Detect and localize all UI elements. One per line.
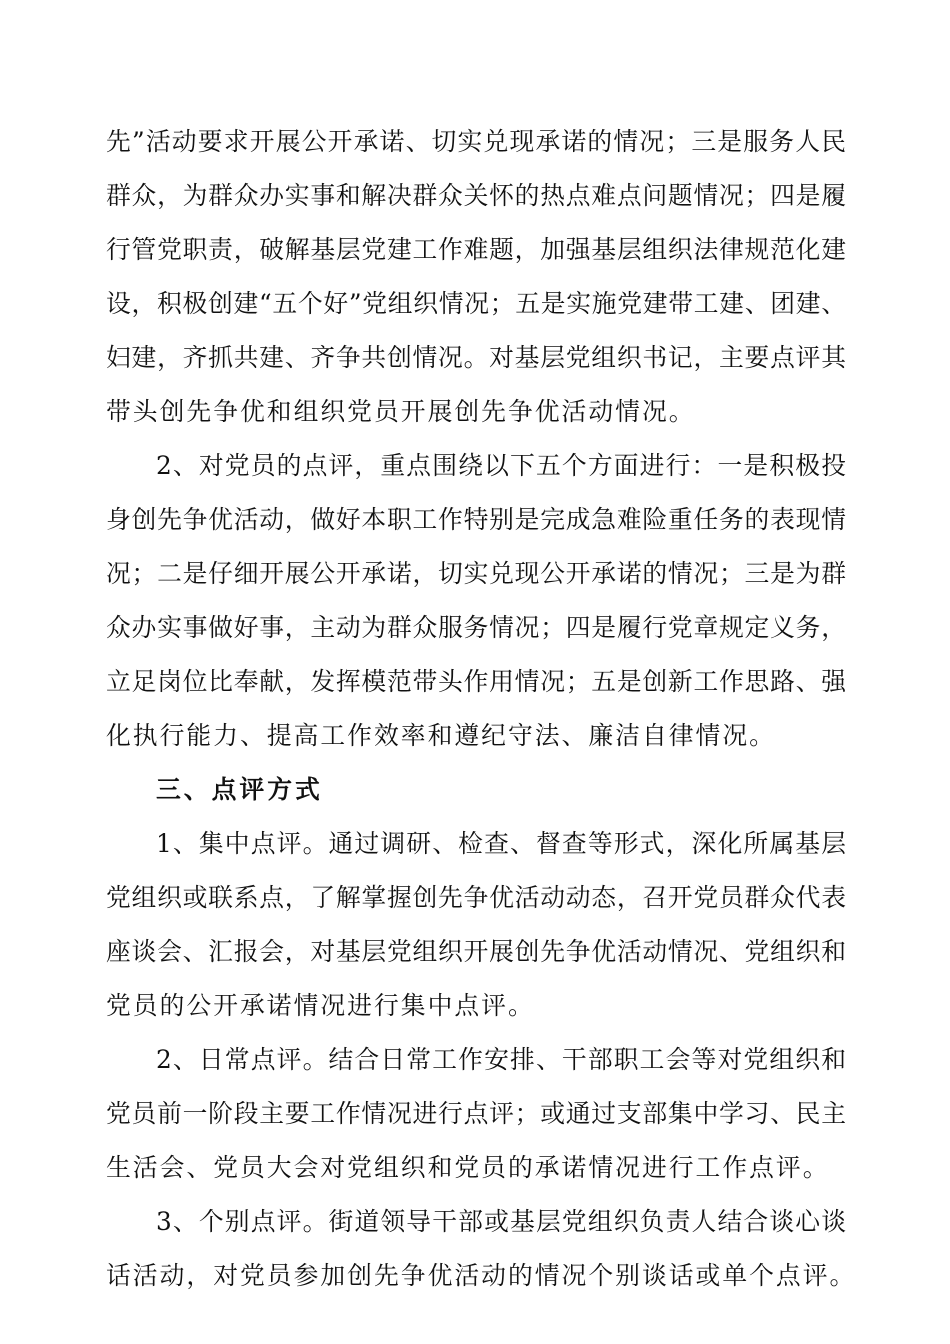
paragraph-line: 况；二是仔细开展公开承诺，切实兑现公开承诺的情况；三是为群 [106, 559, 846, 588]
paragraph-line: 众办实事做好事，主动为群众服务情况；四是履行党章规定义务， [106, 613, 846, 642]
section-heading: 三、点评方式 [156, 775, 323, 804]
paragraph-line: 1、集中点评。通过调研、检查、督查等形式，深化所属基层 [156, 829, 846, 858]
paragraph-line: 党员的公开承诺情况进行集中点评。 [106, 991, 535, 1020]
paragraph-line: 2、日常点评。结合日常工作安排、干部职工会等对党组织和 [156, 1045, 846, 1074]
paragraph-line: 话活动，对党员参加创先争优活动的情况个别谈话或单个点评。 [106, 1261, 857, 1290]
paragraph-line: 3、个别点评。街道领导干部或基层党组织负责人结合谈心谈 [156, 1207, 846, 1236]
paragraph-line: 带头创先争优和组织党员开展创先争优活动情况。 [106, 397, 696, 426]
paragraph-line: 座谈会、汇报会，对基层党组织开展创先争优活动情况、党组织和 [106, 937, 846, 966]
paragraph-line: 群众，为群众办实事和解决群众关怀的热点难点问题情况；四是履 [106, 181, 846, 210]
paragraph-line: 党员前一阶段主要工作情况进行点评；或通过支部集中学习、民主 [106, 1099, 846, 1128]
paragraph-line: 先”活动要求开展公开承诺、切实兑现承诺的情况；三是服务人民 [106, 127, 846, 156]
paragraph-line: 党组织或联系点，了解掌握创先争优活动动态，召开党员群众代表 [106, 883, 846, 912]
paragraph-line: 身创先争优活动，做好本职工作特别是完成急难险重任务的表现情 [106, 505, 846, 534]
paragraph-line: 生活会、党员大会对党组织和党员的承诺情况进行工作点评。 [106, 1153, 830, 1182]
paragraph-line: 立足岗位比奉献，发挥模范带头作用情况；五是创新工作思路、强 [106, 667, 846, 696]
paragraph-line: 设，积极创建“五个好”党组织情况；五是实施党建带工建、团建、 [106, 289, 846, 318]
paragraph-line: 化执行能力、提高工作效率和遵纪守法、廉洁自律情况。 [106, 721, 776, 750]
paragraph-line: 2、对党员的点评，重点围绕以下五个方面进行：一是积极投 [156, 451, 846, 480]
paragraph-line: 行管党职责，破解基层党建工作难题，加强基层组织法律规范化建 [106, 235, 846, 264]
paragraph-line: 妇建，齐抓共建、齐争共创情况。对基层党组织书记，主要点评其 [106, 343, 846, 372]
